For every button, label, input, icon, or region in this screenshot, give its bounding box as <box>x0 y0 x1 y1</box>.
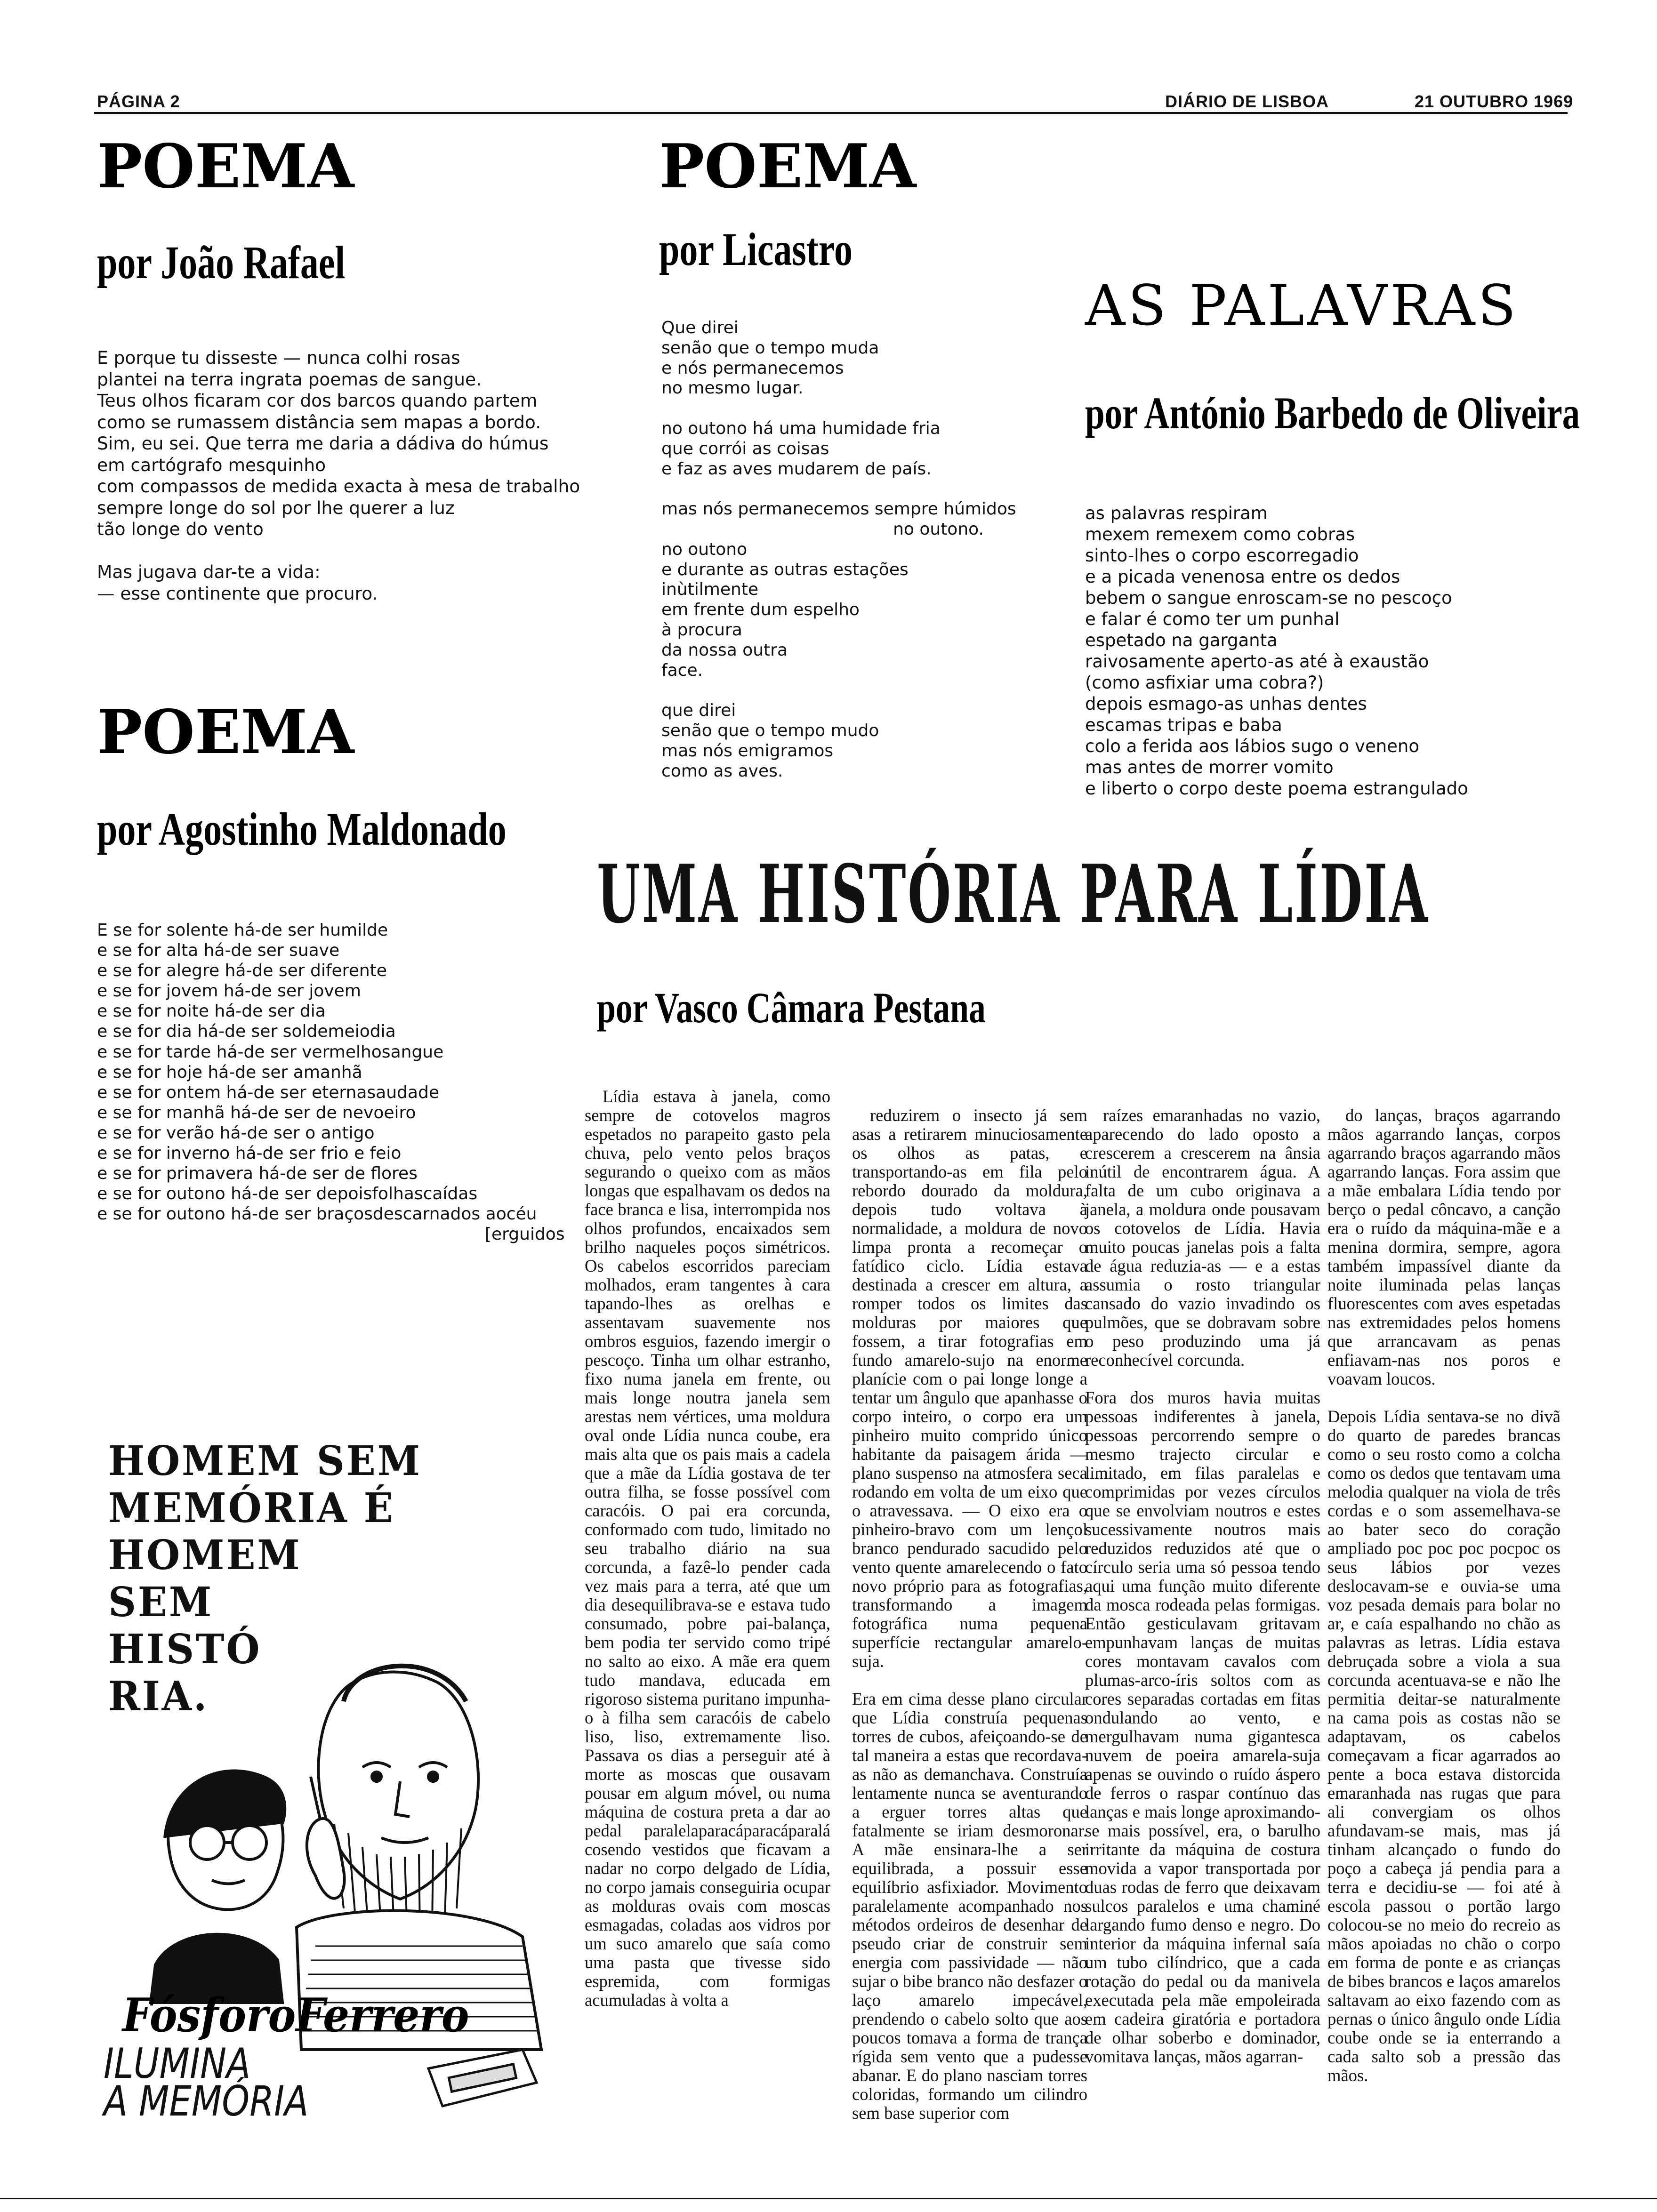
ad-headline-line-3: HOMEM <box>108 1531 302 1579</box>
poem2-title: POEMA <box>659 131 917 202</box>
poem4-title: POEMA <box>97 697 354 768</box>
poem4-byline: por Agostinho Maldonado <box>97 803 507 855</box>
ad-headline-line-1: HOMEM SEM <box>108 1438 422 1485</box>
story-column-2 <box>852 1087 1087 2141</box>
issue-date: 21 OUTUBRO 1969 <box>1415 92 1574 111</box>
poem2-text: Que direi senão que o tempo muda e nós permanecemos no mesmo lugar. no outono há uma humidade fria que corrói as coisas e faz as aves mudarem de país. mas nós permanecemos sempre húmidos no outono. no outono e durante as outras estações inùtilmente em frente dum espelho à procura da nossa outra face. que direi senão que o tempo mudo mas nós emigramos como as aves. <box>661 318 1016 781</box>
story-col2-text: reduzirem o insecto já sem asas a retirarem minuciosamente os olhos as patas, e transportando-as em fila pelo rebordo dourado da moldura, depois tudo voltava à normalidade, a moldura de novo limpa pronta a recomeçar o fatídico ciclo. Lídia estava destinada a crescer em altura, a romper todos os limites das molduras por maiores que fossem, a tirar fotografias em fundo amarelo-sujo na enorme planície com o pai longe longe a tentar um ângulo que apanhasse o corpo inteiro, o corpo era um pinheiro muito comprido único habitante da paisagem árida — plano suspenso na atmosfera seca rodando em volta de um eixo que o atravessava. — O eixo era o pinheiro-bravo com um lençol branco pendurado sacudido pelo vento quente amarelecendo o fato novo próprio para as fotografias, transformando a imagem fotográfica numa pequena superfície rectangular amarelo-suja. Era em cima desse plano circular que Lídia construía pequenas torres de cubos, afeiçoando-se de tal maneira a estas que recordava-as não as demanchava. Construía lentamente nunca se aventurando a erguer torres altas que fatalmente se iriam desmoronar. A mãe ensinara-lhe a ser equilibrada, a possuir esse equilíbrio asfixiador. Movimento paralelamente acompanhado nos métodos ordeiros de desenhar de pseudo criar de construir sem energia com passividade — não sujar o bibe branco não desfazer o laço amarelo impecável, prendendo o cabelo solto que aos poucos tomava a forma de trança rígida sem vento que a pudesse abanar. E do plano nasciam torres coloridas, formando um cilindro sem base superior com <box>852 1106 1087 2123</box>
matchbox-graphic <box>428 2050 537 2106</box>
story-col4-text: do lanças, braços agarrando mãos agarrando lanças, corpos agarrando braços agarrando mãos agarrando lanças. Fora assim que a mãe embalara Lídia tendo por berço o pedal côncavo, a canção era o ruído da máquina-mãe e a menina dormira, sempre, agora também impassível diante da noite iluminada pelas lanças fluorescentes com aves espetadas nas extremidades pelos homens que arrancavam as penas enfiavam-nas nos poros e voavam loucos. Depois Lídia sentava-se no divã do quarto de paredes brancas como o seu rosto como a colcha como os dedos que tentavam uma melodia qualquer na viola de três cordas e o som assemelhava-se ao bater seco do coração ampliado poc poc poc pocpoc os seus lábios por vezes deslocavam-se e ouvia-se uma voz pesada demais para bolar no ar, e caía espalhando no chão as palavras as letras. Lídia estava debruçada sobre a viola a sua corcunda acentuava-se e não lhe permitia deitar-se naturalmente na cama pois as costas não se adaptavam, os cabelos começavam a ficar agarrados ao pente a boca estava distorcida emaranhada nas rugas que para ali convergiam os olhos afundavam-se mais, mas já tinham alcançado o fundo do poço a cabeça já pendia para a terra e decidiu-se — foi até à escola passou o portão largo colocou-se no meio do recreio as mãos apoiadas no chão o corpo em forma de ponte e as crianças de bibes brancos e laços amarelos saltavam ao eixo fazendo com as pernas o único ângulo onde Lídia coube onde se ia enterrando a cada salto sob a pressão das mãos. <box>1327 1106 1560 2085</box>
ad-headline-line-5: HISTÓ <box>108 1626 262 1673</box>
poem4-text: E se for solente há-de ser humilde e se for alta há-de ser suave e se for alegre há-de ser diferente e se for jovem há-de ser jovem e se for noite há-de ser dia e se for dia há-de ser soldemeiodia e se for tarde há-de ser vermelhosangue e se for hoje há-de ser amanhã e se for ontem há-de ser eternasaudade e se for manhã há-de ser de nevoeiro e se for verão há-de ser o antigo e se for inverno há-de ser frio e feio e se for primavera há-de ser de flores e se for outono há-de ser depoisfolhascaídas e se for outono há-de ser braçosdescarnados aocéu [erguidos <box>97 921 565 1244</box>
poem1-text: E porque tu disseste — nunca colhi rosas plantei na terra ingrata poemas de sangue. Teus olhos ficaram cor dos barcos quando partem como se rumassem distância sem mapas a bordo. Sim, eu sei. Que terra me daria a dádiva do húmus em cartógrafo mesquinho com compassos de medida exacta à mesa de trabalho sempre longe do sol por lhe querer a luz tão longe do vento Mas jugava dar-te a vida: — esse continente que procuro. <box>97 347 580 604</box>
ad-tagline-line-2: A MEMÓRIA <box>104 2077 309 2125</box>
page-label: PÁGINA 2 <box>97 92 180 111</box>
ad-headline-line-4: SEM <box>108 1579 214 1626</box>
ad-tagline-line-1: ILUMINA <box>104 2039 251 2088</box>
poem1-byline: por João Rafael <box>97 236 346 289</box>
footer-rule <box>0 2198 1657 2199</box>
ad-headline-line-2: MEMÓRIA É <box>108 1484 395 1532</box>
poem3-title: AS PALAVRAS <box>1085 273 1519 338</box>
man-with-glasses-figure <box>151 1771 285 2003</box>
poem3-byline: por António Barbedo de Oliveira <box>1085 388 1580 438</box>
story-byline: por Vasco Câmara Pestana <box>597 984 986 1032</box>
ad-brand: FósforoFerrero <box>122 1988 469 2043</box>
header-rule <box>94 112 1568 114</box>
poem3-text: as palavras respiram mexem remexem como cobras sinto-lhes o corpo escorregadio e a picada venenosa entre os dedos bebem o sangue enroscam-se no pescoço e falar é como ter um punhal espetado na garganta raivosamente aperto-as até à exaustão (como asfixiar uma cobra?) depois esmago-as unhas dentes escamas tripas e baba colo a ferida aos lábios sugo o veneno mas antes de morrer vomito e liberto o corpo deste poema estrangulado <box>1085 503 1468 799</box>
poem2-byline: por Licastro <box>659 223 853 275</box>
story-column-1 <box>585 1087 830 2010</box>
story-col3-text: raízes emaranhadas no vazio, aparecendo do lado oposto a crescerem a crescerem na ânsia inútil de encontrarem água. A falta de um cubo originava a janela, a moldura onde pousavam os cotovelos de Lídia. Havia muito poucas janelas pois a falta de água reduzia-as — e a estas assumia o rosto triangular cansado do vazio invadindo os pulmões, que se dobravam sobre o peso produzindo uma já reconhecível corcunda. Fora dos muros havia muitas pessoas indiferentes à janela, pessoas percorrendo sempre o mesmo trajecto circular e limitado, em filas paralelas e comprimidas por vezes círculos que se envolviam noutros e estes sucessivamente noutros mais reduzidos reduzidos até que o círculo seria uma só pessoa tendo aqui uma função muito diferente da mosca rodeada pelas formigas. Então gesticulavam gritavam empunhavam lanças de muitas cores montavam cavalos com plumas-arco-íris soltos com as cores separadas cortadas em fitas ondulando ao vento, e mergulhavam numa gigantesca nuvem de poeira amarela-suja apenas se ouvindo o ruído áspero de ferros o raspar contínuo das lanças e mais longe aproximando-se mais possível, era, o barulho irritante da máquina de costura movida a vapor transportada por duas rodas de ferro que deixavam sulcos paralelos e uma chaminé largando fumo denso e negro. Do interior da máquina infernal saía um tubo cilíndrico, que a cada rotação do pedal ou da manivela executada pela mãe empoleirada em cadeira giratória e portadora de olhar soberbo e dominador, vomitava lanças, mãos agarran- <box>1085 1106 1320 2066</box>
ad-headline-line-6: RIA. <box>108 1673 209 1720</box>
story-title: UMA HISTÓRIA PARA LÍDIA <box>597 847 1430 941</box>
story-column-3 <box>1085 1087 1320 2085</box>
fosforo-ferrero-ad <box>99 1438 551 2125</box>
ad-tagline <box>104 2039 345 2125</box>
story-column-4 <box>1327 1087 1560 2104</box>
newspaper-name: DIÁRIO DE LISBOA <box>1165 92 1329 111</box>
poem1-title: POEMA <box>97 131 354 202</box>
story-col1-text: Lídia estava à janela, como sempre de cotovelos magros espetados no parapeito gasto pela chuva, pelo vento pelos braços segurando o queixo com as mãos longas que espalhavam os dedos na face branca e lisa, interrompida nos olhos profundos, encaixados sem brilho naqueles poços simétricos. Os cabelos escorridos pareciam molhados, eram tangentes à cara tapando-lhes as orelhas e assentavam suavemente nos ombros esguios, fazendo imergir o pescoço. Tinha um olhar estranho, fixo numa janela em frente, ou mais longe noutra janela sem arestas nem vértices, uma moldura oval onde Lídia nunca coube, era mais alta que os pais mais a cadela que a mãe da Lídia gostava de ter outra filha, se fosse possível com caracóis. O pai era corcunda, conformado com tudo, limitado no seu trabalho diário na sua corcunda, a fazê-lo pender cada vez mais para a terra, até que um dia desequilibrava-se e estava tudo consumado, pobre pai-balança, bem podia ter servido como tripé no salto ao eixo. A mãe era quem tudo mandava, educada em rigoroso sistema puritano impunha-o à filha sem caracóis de cabelo liso, liso, extremamente liso. Passava os dias a perseguir até à morte as moscas que ousavam pousar em algum móvel, ou numa máquina de costura preta a dar ao pedal paralelaparacáparacáparalá cosendo vestidos que ficavam a nadar no corpo delgado de Lídia, no corpo jamais conseguiria ocupar as molduras ovais com moscas esmagadas, coladas aos vidros por um suco amarelo que saía como uma pasta que tivesse sido espremida, com formigas acumuladas à volta a <box>585 1087 830 2010</box>
